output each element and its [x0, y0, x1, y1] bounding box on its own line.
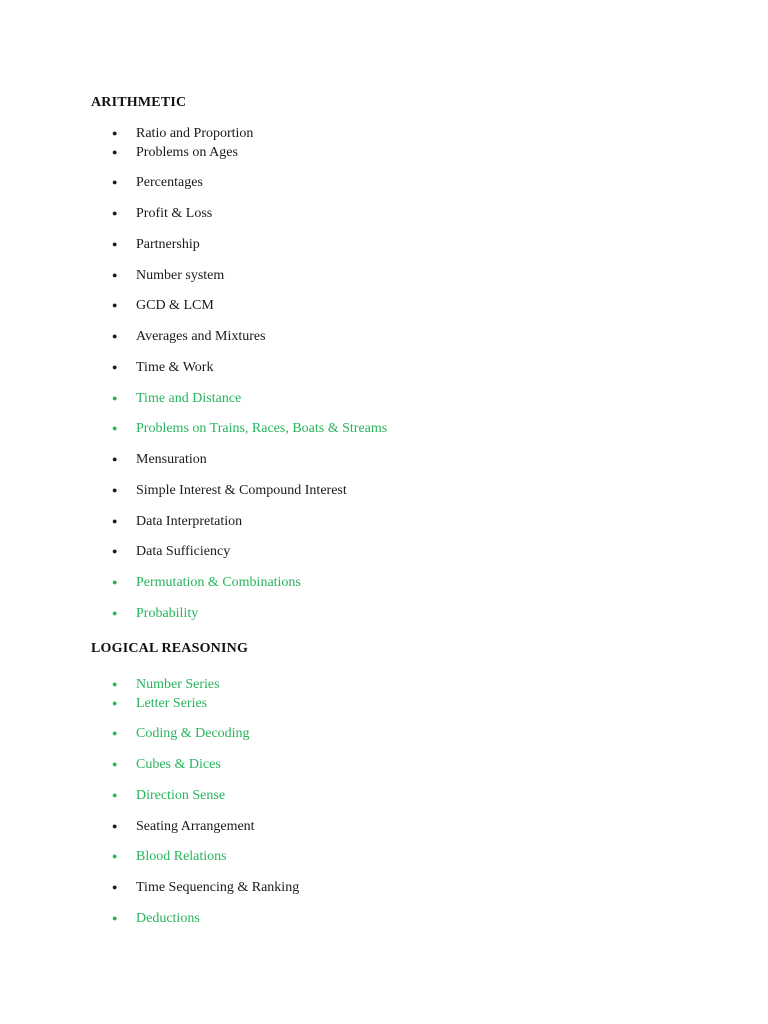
bullet-icon: ● [112, 147, 118, 157]
list-item-label[interactable]: Blood Relations [136, 849, 227, 864]
list-item-label: Number system [136, 268, 225, 283]
list-item-label[interactable]: Time and Distance [136, 391, 242, 406]
list-item-label: GCD & LCM [136, 298, 214, 313]
bullet-icon: ● [112, 759, 118, 769]
list-item [112, 327, 266, 346]
list-item-label[interactable]: Number Series [136, 677, 220, 692]
list-item-link[interactable] [112, 724, 250, 743]
bullet-icon: ● [112, 331, 118, 341]
list-item [112, 204, 212, 223]
list-item-label: Simple Interest & Compound Interest [136, 483, 347, 498]
list-item-label: Mensuration [136, 452, 207, 467]
list-item-link[interactable] [112, 604, 198, 623]
bullet-icon: ● [112, 698, 118, 708]
list-item-label: Averages and Mixtures [136, 329, 266, 344]
list-item-link[interactable] [112, 847, 227, 866]
list-item [112, 450, 207, 469]
list-item [112, 235, 200, 254]
list-item-link[interactable] [112, 755, 221, 774]
bullet-icon: ● [112, 393, 118, 403]
bullet-icon: ● [112, 177, 118, 187]
bullet-icon: ● [112, 608, 118, 618]
list-item [112, 481, 347, 500]
list-item-label: Data Sufficiency [136, 544, 231, 559]
list-item-label[interactable]: Problems on Trains, Races, Boats & Streams [136, 421, 388, 436]
bullet-icon: ● [112, 423, 118, 433]
list-item [112, 512, 242, 531]
list-item-label: Time Sequencing & Ranking [136, 880, 300, 895]
list-item-label[interactable]: Coding & Decoding [136, 726, 250, 741]
list-item-link[interactable] [112, 694, 207, 713]
bullet-icon: ● [112, 790, 118, 800]
list-item-label[interactable]: Cubes & Dices [136, 757, 221, 772]
list-item [112, 878, 299, 897]
section-heading-logical-reasoning: LOGICAL REASONING [91, 641, 249, 656]
bullet-icon: ● [112, 270, 118, 280]
list-item-link[interactable] [112, 909, 200, 928]
bullet-icon: ● [112, 300, 118, 310]
list-item [112, 358, 213, 377]
list-item-link[interactable] [112, 419, 387, 438]
bullet-icon: ● [112, 516, 118, 526]
list-item [112, 143, 238, 162]
list-item [112, 266, 224, 285]
list-item-label: Data Interpretation [136, 514, 243, 529]
list-item-link[interactable] [112, 786, 225, 805]
list-item-link[interactable] [112, 675, 220, 694]
bullet-icon: ● [112, 128, 118, 138]
list-item-label: Percentages [136, 175, 203, 190]
list-item-label: Problems on Ages [136, 145, 238, 160]
list-item [112, 124, 253, 143]
bullet-icon: ● [112, 882, 118, 892]
bullet-icon: ● [112, 485, 118, 495]
bullet-icon: ● [112, 362, 118, 372]
bullet-icon: ● [112, 728, 118, 738]
bullet-icon: ● [112, 546, 118, 556]
bullet-icon: ● [112, 679, 118, 689]
list-item-label: Time & Work [136, 360, 214, 375]
list-item [112, 817, 255, 836]
list-item-label: Partnership [136, 237, 200, 252]
list-item [112, 296, 214, 315]
bullet-icon: ● [112, 454, 118, 464]
list-item [112, 542, 230, 561]
bullet-icon: ● [112, 913, 118, 923]
list-item-label: Seating Arrangement [136, 819, 255, 834]
list-item-label[interactable]: Probability [136, 606, 199, 621]
list-item [112, 173, 203, 192]
bullet-icon: ● [112, 208, 118, 218]
section-heading-arithmetic: ARITHMETIC [91, 95, 187, 110]
list-item-label[interactable]: Letter Series [136, 696, 208, 711]
bullet-icon: ● [112, 239, 118, 249]
bullet-icon: ● [112, 821, 118, 831]
list-item-label[interactable]: Permutation & Combinations [136, 575, 301, 590]
list-item-label: Profit & Loss [136, 206, 213, 221]
list-item-label[interactable]: Deductions [136, 911, 200, 926]
list-item-link[interactable] [112, 573, 301, 592]
bullet-icon: ● [112, 577, 118, 587]
list-item-label: Ratio and Proportion [136, 126, 254, 141]
list-item-link[interactable] [112, 389, 241, 408]
bullet-icon: ● [112, 851, 118, 861]
list-item-label[interactable]: Direction Sense [136, 788, 226, 803]
